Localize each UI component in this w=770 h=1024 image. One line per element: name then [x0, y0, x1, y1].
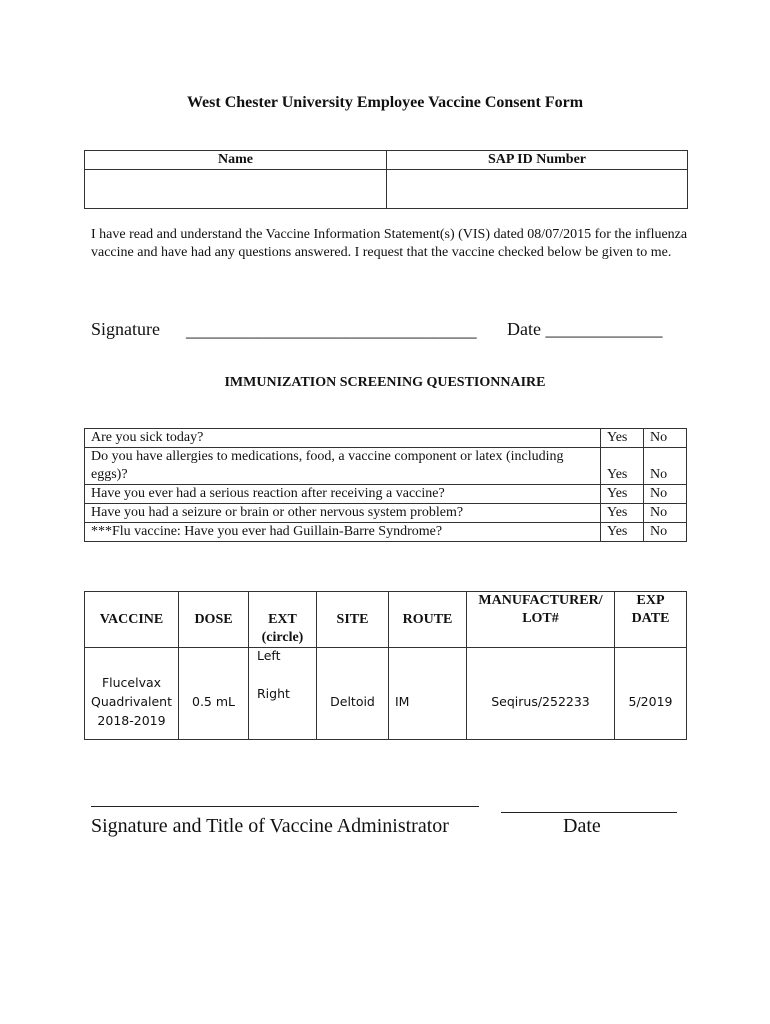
vaccine-name-line1: Flucelvax: [101, 675, 162, 690]
yes-option[interactable]: Yes: [601, 448, 644, 485]
date-field[interactable]: Date _____________: [507, 319, 663, 339]
form-title: West Chester University Employee Vaccine Consent Form: [186, 94, 584, 111]
administrator-signature-line[interactable]: [91, 806, 479, 807]
question-cell: ***Flu vaccine: Have you ever had Guillain-Barre Syndrome?: [85, 523, 601, 542]
screening-table: [84, 428, 687, 542]
yes-option[interactable]: Yes: [601, 429, 644, 448]
signature-label: Signature: [91, 319, 160, 339]
exp-date-header: [615, 592, 687, 648]
administrator-date-line[interactable]: [501, 812, 677, 813]
yes-option[interactable]: Yes: [601, 485, 644, 504]
dose-header: DOSE: [179, 592, 249, 648]
manufacturer-lot-cell: Seqirus/252233: [467, 648, 615, 740]
signature-line[interactable]: _________________________________: [186, 320, 477, 340]
question-cell: Do you have allergies to medications, food, a vaccine component or latex (including eggs)?: [85, 448, 601, 485]
vaccine-name-line2: Quadrivalent: [90, 694, 172, 709]
no-option[interactable]: No: [644, 523, 687, 542]
name-field[interactable]: [85, 170, 387, 209]
vaccine-cell: [85, 648, 179, 740]
vaccine-name-line3: 2018-2019: [97, 713, 166, 728]
route-header: ROUTE: [389, 592, 467, 648]
exp-header-sub: DATE: [631, 611, 670, 626]
exp-date-cell: 5/2019: [615, 648, 687, 740]
site-header: SITE: [317, 592, 389, 648]
table-row: [85, 485, 687, 504]
question-cell: Are you sick today?: [85, 429, 601, 448]
ext-header-label: EXT: [268, 612, 297, 627]
consent-statement: I have read and understand the Vaccine Information Statement(s) (VIS) dated 08/07/2015 for the influenza vaccine and have had any questions answered. I request that the vaccine checked below be given to me.: [91, 227, 688, 260]
question-cell: Have you ever had a serious reaction after receiving a vaccine?: [85, 485, 601, 504]
question-cell: Have you had a seizure or brain or other nervous system problem?: [85, 504, 601, 523]
exp-header-label: EXP: [636, 593, 665, 608]
table-row: [85, 448, 687, 485]
no-option[interactable]: No: [644, 429, 687, 448]
table-row: [85, 648, 687, 740]
dose-cell: 0.5 mL: [179, 648, 249, 740]
sap-id-field[interactable]: [387, 170, 688, 209]
table-row: [85, 523, 687, 542]
route-cell: IM: [389, 648, 467, 740]
ext-header-sub: (circle): [261, 630, 304, 645]
sap-id-header: SAP ID Number: [387, 151, 688, 170]
ext-cell: [249, 648, 317, 740]
name-header: Name: [85, 151, 387, 170]
administrator-signature-label: Signature and Title of Vaccine Administrator: [91, 815, 449, 837]
yes-option[interactable]: Yes: [601, 504, 644, 523]
table-row: [85, 504, 687, 523]
ext-right-option[interactable]: Right: [257, 686, 290, 701]
no-option[interactable]: No: [644, 448, 687, 485]
manufacturer-header-label: MANUFACTURER/: [478, 593, 603, 608]
manufacturer-header: [467, 592, 615, 648]
ext-header: [249, 592, 317, 648]
manufacturer-header-sub: LOT#: [522, 611, 559, 626]
ext-left-option[interactable]: Left: [257, 648, 281, 663]
questionnaire-title: IMMUNIZATION SCREENING QUESTIONNAIRE: [224, 375, 546, 390]
vaccine-table: [84, 591, 687, 740]
site-cell: Deltoid: [317, 648, 389, 740]
vaccine-header: VACCINE: [85, 592, 179, 648]
no-option[interactable]: No: [644, 485, 687, 504]
name-sap-table: [84, 150, 688, 209]
table-header-row: [85, 592, 687, 648]
no-option[interactable]: No: [644, 504, 687, 523]
yes-option[interactable]: Yes: [601, 523, 644, 542]
table-row: [85, 429, 687, 448]
administrator-date-label: Date: [563, 815, 601, 837]
